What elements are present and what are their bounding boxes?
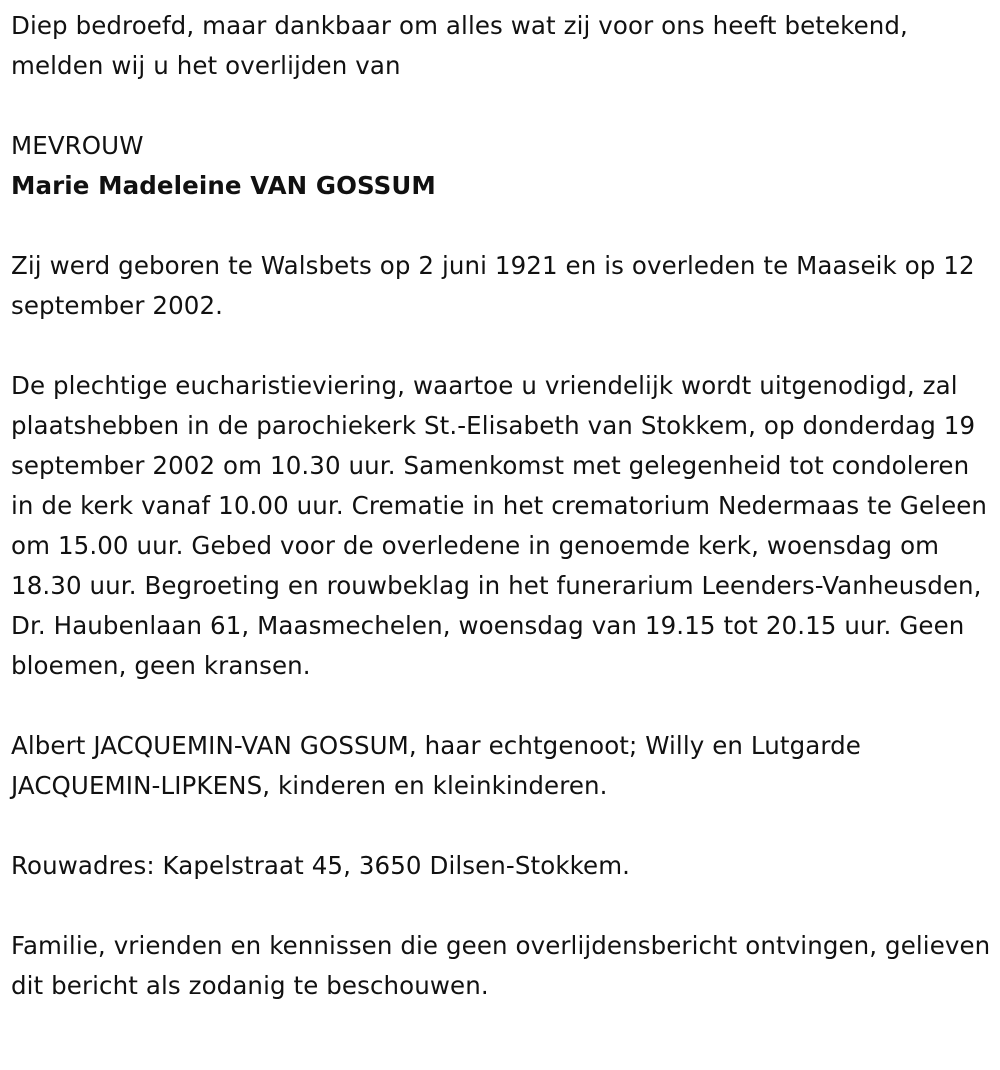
intro-text: Diep bedroefd, maar dankbaar om alles wat zij voor ons heeft betekend, melden wij u het overlijden van bbox=[11, 11, 908, 80]
title-label: MEVROUW bbox=[11, 131, 144, 160]
address-text: Rouwadres: Kapelstraat 45, 3650 Dilsen-Stokkem. bbox=[11, 851, 631, 880]
closing-text: Familie, vrienden en kennissen die geen overlijdensbericht ontvingen, gelieven dit bericht als zodanig te beschouwen. bbox=[11, 931, 991, 1000]
family-text: Albert JACQUEMIN-VAN GOSSUM, haar echtgenoot; Willy en Lutgarde JACQUEMIN-LIPKENS, kinderen en kleinkinderen. bbox=[11, 731, 861, 800]
birth-death-text: Zij werd geboren te Walsbets op 2 juni 1921 en is overleden te Maaseik op 12 september 2002. bbox=[11, 251, 975, 320]
ceremony-text: De plechtige eucharistieviering, waartoe u vriendelijk wordt uitgenodigd, zal plaatshebben in de parochiekerk St.-Elisabeth van Stokkem, op donderdag 19 september 2002 om 10.30 uur. Samenkomst met gelegenheid tot condoleren in de kerk vanaf 10.00 uur. Crematie in het crematorium Nedermaas te Geleen om 15.00 uur. Gebed voor de overledene in genoemde kerk, woensdag om 18.30 uur. Begroeting en rouwbeklag in het funerarium Leenders-Vanheusden, Dr. Haubenlaan 61, Maasmechelen, woensdag van 19.15 tot 20.15 uur. Geen bloemen, geen kransen. bbox=[11, 371, 988, 680]
deceased-name: Marie Madeleine VAN GOSSUM bbox=[11, 171, 436, 200]
